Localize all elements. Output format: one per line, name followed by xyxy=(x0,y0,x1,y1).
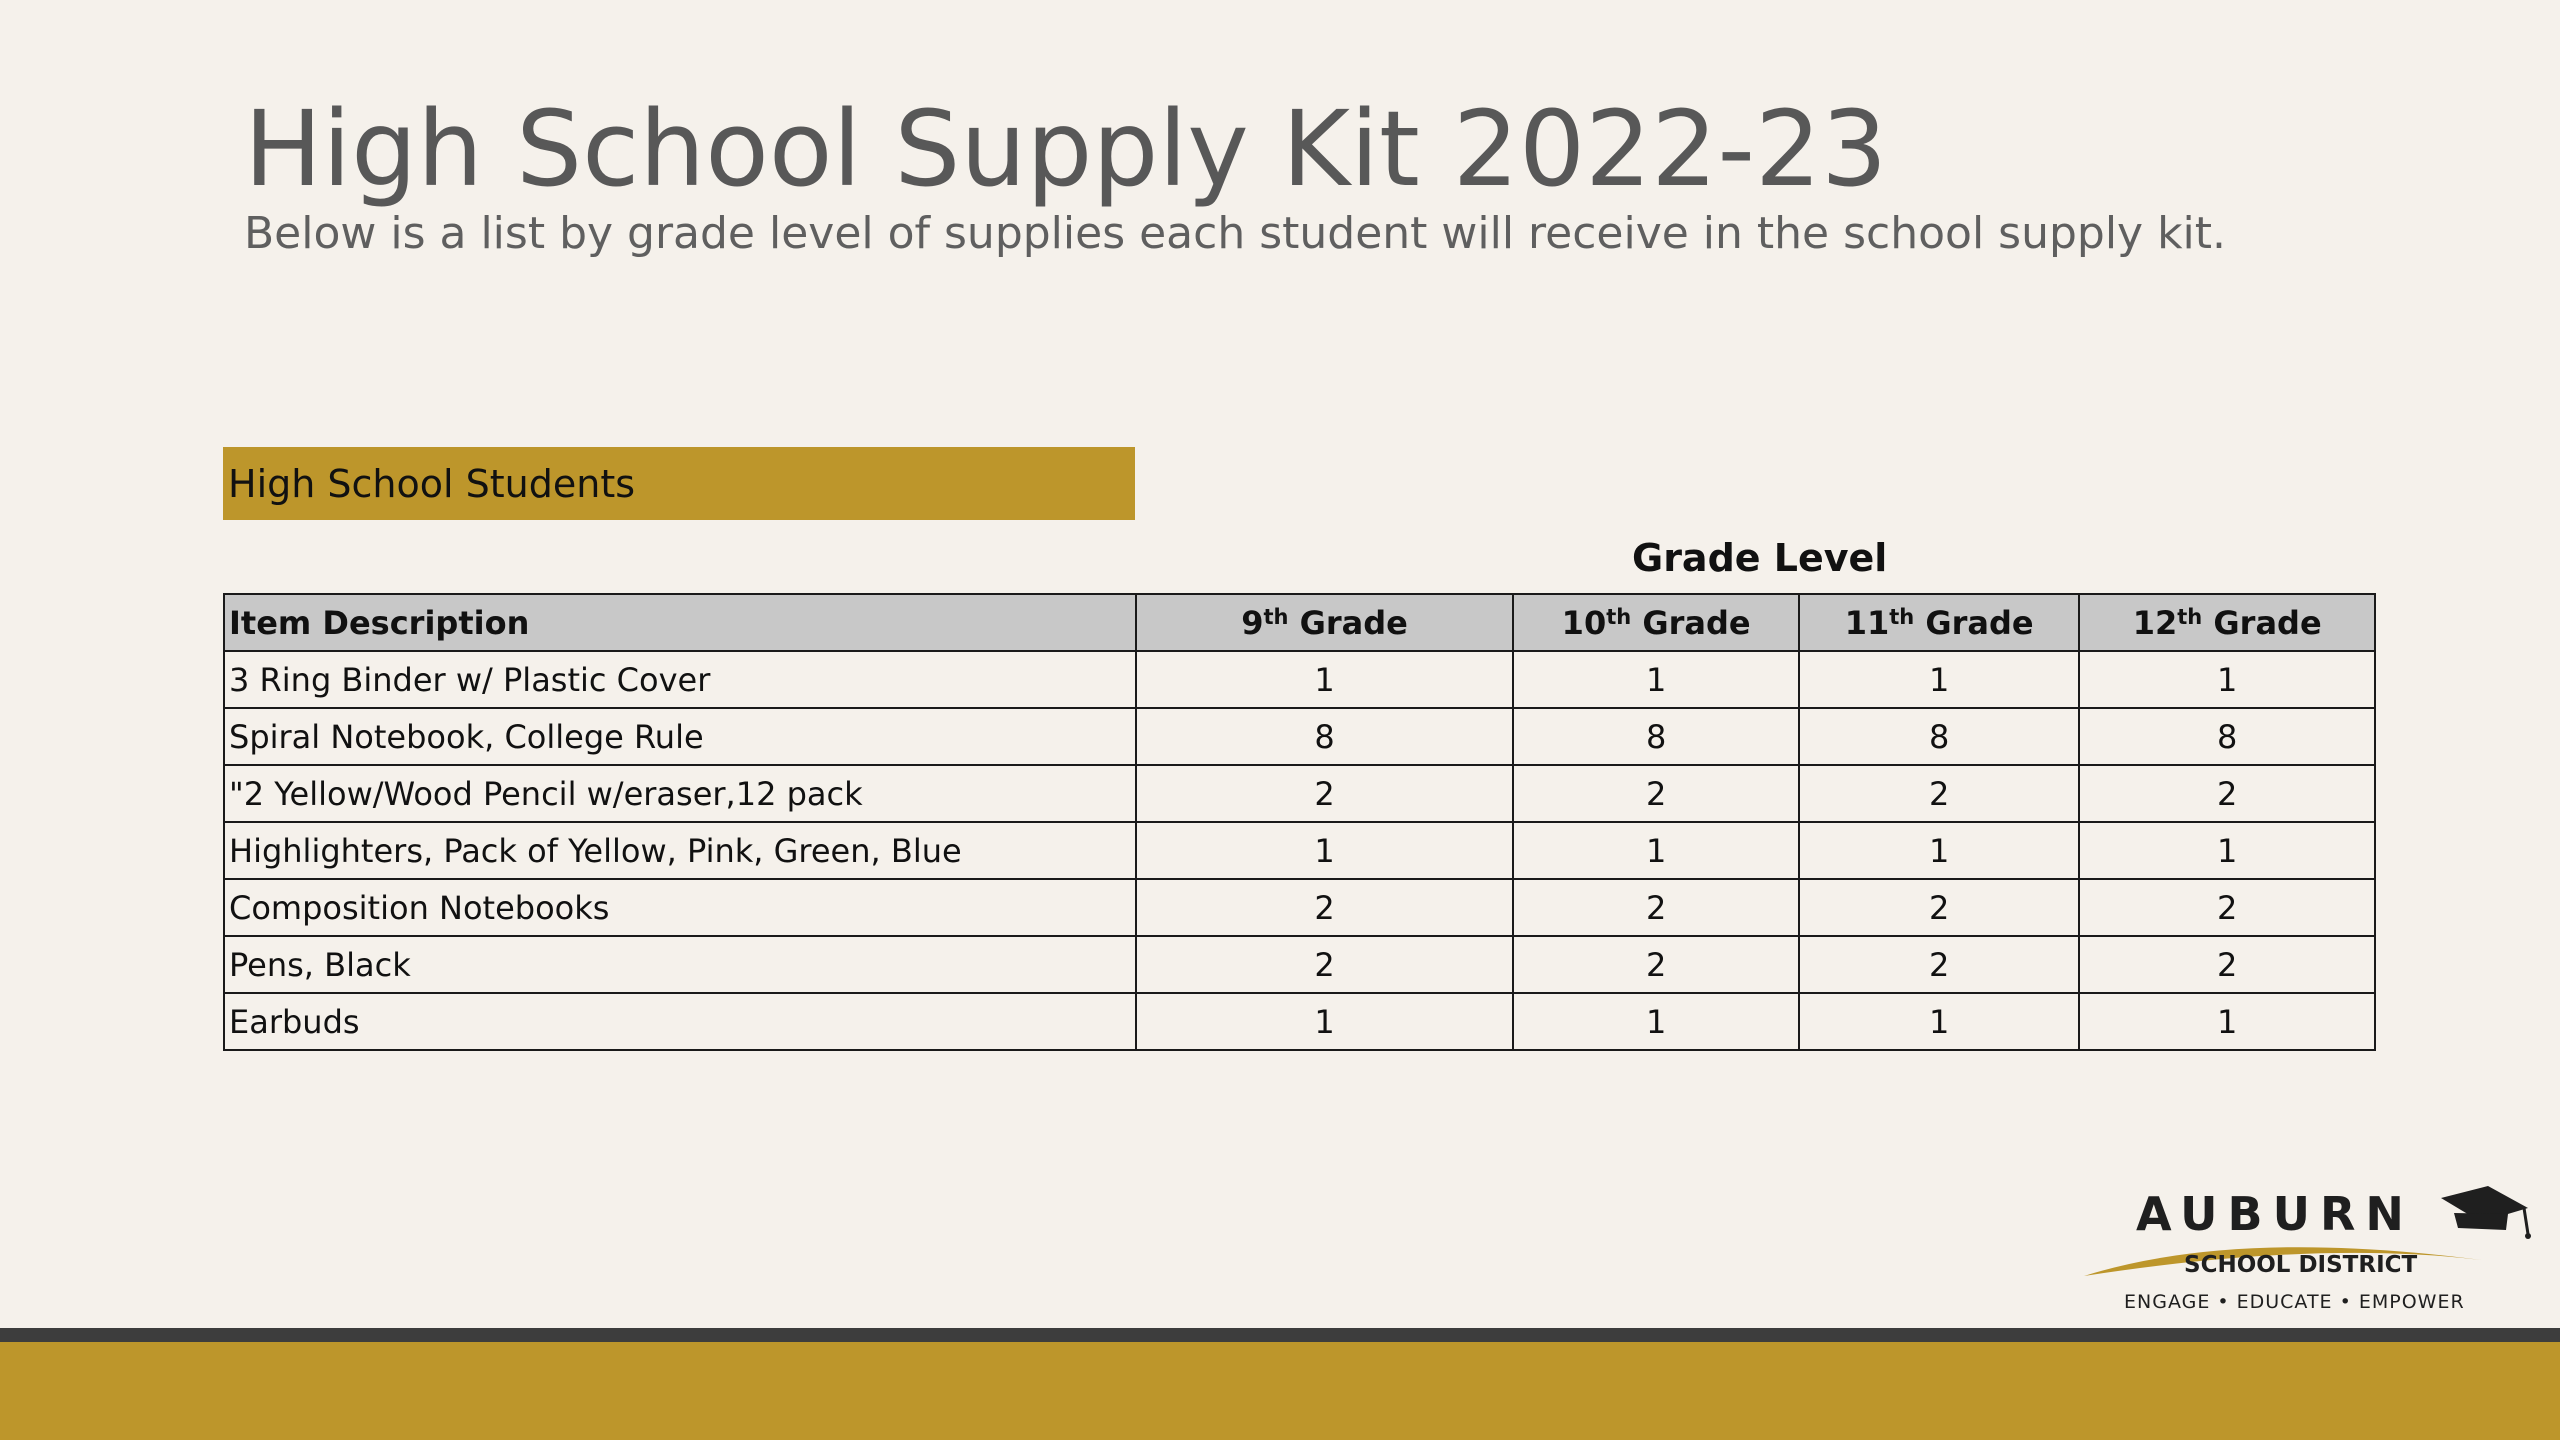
value-cell: 2 xyxy=(1136,936,1514,993)
grade-suffix: th xyxy=(1889,604,1915,629)
grade-label: Grade xyxy=(1914,603,2034,642)
item-cell: Composition Notebooks xyxy=(224,879,1136,936)
grade-number: 11 xyxy=(1844,603,1890,642)
value-cell: 1 xyxy=(1513,651,1799,708)
footer-dark-stripe xyxy=(0,1328,2560,1342)
header-grade-11 xyxy=(1799,594,2080,651)
grade-suffix: th xyxy=(1606,604,1632,629)
item-cell: Earbuds xyxy=(224,993,1136,1050)
value-cell: 1 xyxy=(1136,822,1514,879)
footer-gold-band xyxy=(0,1342,2560,1440)
header-grade-10 xyxy=(1513,594,1799,651)
value-cell: 1 xyxy=(1513,822,1799,879)
value-cell: 2 xyxy=(1799,936,2080,993)
table-row xyxy=(224,822,2375,879)
value-cell: 1 xyxy=(1799,651,2080,708)
grade-suffix: th xyxy=(2177,604,2203,629)
section-header xyxy=(223,447,1135,520)
value-cell: 2 xyxy=(1513,936,1799,993)
item-cell: 3 Ring Binder w/ Plastic Cover xyxy=(224,651,1136,708)
page-subtitle: Below is a list by grade level of supplies each student will receive in the school supply kit. xyxy=(244,208,2227,259)
item-cell: Highlighters, Pack of Yellow, Pink, Green, Blue xyxy=(224,822,1136,879)
grade-label: Grade xyxy=(2202,603,2322,642)
grade-number: 10 xyxy=(1561,603,1607,642)
value-cell: 1 xyxy=(1136,993,1514,1050)
grade-number: 12 xyxy=(2132,603,2178,642)
grade-label: Grade xyxy=(1288,603,1408,642)
value-cell: 2 xyxy=(1513,879,1799,936)
value-cell: 2 xyxy=(1136,765,1514,822)
grade-suffix: th xyxy=(1263,604,1289,629)
logo-name: AUBURN xyxy=(2136,1187,2414,1241)
value-cell: 2 xyxy=(1136,879,1514,936)
value-cell: 1 xyxy=(1136,651,1514,708)
value-cell: 2 xyxy=(2079,765,2375,822)
graduation-cap-icon xyxy=(2441,1186,2531,1239)
grade-number: 9 xyxy=(1241,603,1264,642)
supply-table xyxy=(223,593,2376,1051)
table-row xyxy=(224,765,2375,822)
header-grade-9 xyxy=(1136,594,1514,651)
item-cell: Pens, Black xyxy=(224,936,1136,993)
value-cell: 8 xyxy=(1513,708,1799,765)
section-header-label: High School Students xyxy=(228,461,636,506)
value-cell: 2 xyxy=(1799,765,2080,822)
logo-district-text: SCHOOL DISTRICT xyxy=(2184,1252,2418,1278)
value-cell: 1 xyxy=(1799,822,2080,879)
value-cell: 1 xyxy=(2079,993,2375,1050)
table-row xyxy=(224,708,2375,765)
value-cell: 8 xyxy=(1799,708,2080,765)
table-row xyxy=(224,936,2375,993)
value-cell: 2 xyxy=(2079,936,2375,993)
grade-level-heading: Grade Level xyxy=(1632,536,1888,580)
value-cell: 1 xyxy=(1513,993,1799,1050)
table-row xyxy=(224,651,2375,708)
page-title: High School Supply Kit 2022-23 xyxy=(244,88,1888,210)
grade-label: Grade xyxy=(1631,603,1751,642)
value-cell: 2 xyxy=(2079,879,2375,936)
header-item-description: Item Description xyxy=(224,594,1136,651)
value-cell: 8 xyxy=(2079,708,2375,765)
value-cell: 2 xyxy=(1799,879,2080,936)
header-grade-12 xyxy=(2079,594,2375,651)
value-cell: 1 xyxy=(1799,993,2080,1050)
item-cell: Spiral Notebook, College Rule xyxy=(224,708,1136,765)
value-cell: 2 xyxy=(1513,765,1799,822)
item-cell: "2 Yellow/Wood Pencil w/eraser,12 pack xyxy=(224,765,1136,822)
table-row xyxy=(224,879,2375,936)
value-cell: 8 xyxy=(1136,708,1514,765)
table-row xyxy=(224,993,2375,1050)
table-header-row xyxy=(224,594,2375,651)
value-cell: 1 xyxy=(2079,822,2375,879)
logo-tagline: ENGAGE • EDUCATE • EMPOWER xyxy=(2124,1291,2465,1313)
value-cell: 1 xyxy=(2079,651,2375,708)
